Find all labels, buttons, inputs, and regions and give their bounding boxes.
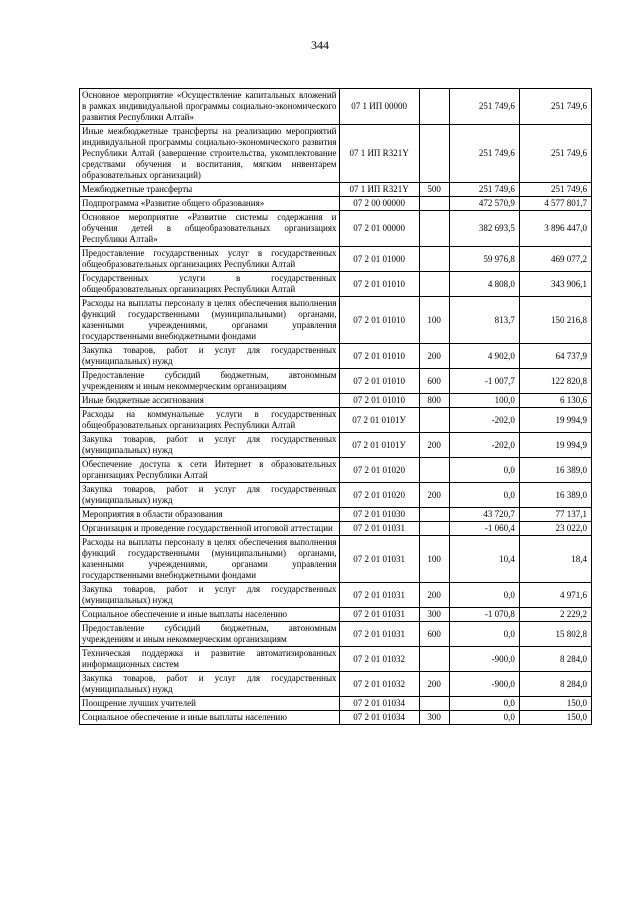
row-expense-type-cell: 800 <box>419 394 449 408</box>
row-code-cell: 07 2 01 01010 <box>339 369 419 394</box>
row-amount-2-cell: 2 229,2 <box>519 608 591 622</box>
row-code-cell: 07 2 01 01034 <box>339 711 419 725</box>
row-amount-1-cell: 0,0 <box>449 458 519 483</box>
table-row <box>80 522 592 536</box>
row-name-cell: Основное мероприятие «Осуществление капитальных вложений в рамках индивидуальной программы социально-экономического развития Республики Алтай» <box>80 89 340 125</box>
row-expense-type-cell <box>419 458 449 483</box>
row-expense-type-cell <box>419 89 449 125</box>
table-row <box>80 247 592 272</box>
row-amount-1-cell: 10,4 <box>449 536 519 583</box>
row-name-cell: Подпрограмма «Развитие общего образования» <box>80 197 340 211</box>
row-amount-2-cell: 251 749,6 <box>519 183 591 197</box>
row-expense-type-cell <box>419 197 449 211</box>
row-expense-type-cell: 500 <box>419 183 449 197</box>
row-name-cell: Расходы на выплаты персоналу в целях обеспечения выполнения функций государственными (муниципальными) органами, казенными учреждениями, органами управления государственными внебюджетными фондами <box>80 297 340 344</box>
row-amount-2-cell: 469 077,2 <box>519 247 591 272</box>
row-name-cell: Мероприятия в области образования <box>80 508 340 522</box>
row-name-cell: Закупка товаров, работ и услуг для государственных (муниципальных) нужд <box>80 672 340 697</box>
row-expense-type-cell <box>419 647 449 672</box>
table-row <box>80 583 592 608</box>
table-row <box>80 711 592 725</box>
row-name-cell: Предоставление субсидий бюджетным, автономным учреждениям и иным некоммерческим организациям <box>80 369 340 394</box>
row-code-cell: 07 2 01 01030 <box>339 508 419 522</box>
row-name-cell: Основное мероприятие «Развитие системы содержания и обучения детей в общеобразовательных организациях Республики Алтай» <box>80 211 340 247</box>
row-expense-type-cell: 100 <box>419 536 449 583</box>
row-code-cell: 07 2 01 00000 <box>339 211 419 247</box>
row-amount-2-cell: 19 994,9 <box>519 408 591 433</box>
table-row <box>80 608 592 622</box>
row-expense-type-cell <box>419 408 449 433</box>
row-amount-2-cell: 18,4 <box>519 536 591 583</box>
row-code-cell: 07 2 01 01034 <box>339 697 419 711</box>
row-amount-1-cell: 472 570,9 <box>449 197 519 211</box>
row-expense-type-cell: 200 <box>419 433 449 458</box>
row-expense-type-cell: 200 <box>419 344 449 369</box>
row-name-cell: Организация и проведение государственной итоговой аттестации <box>80 522 340 536</box>
table-row <box>80 394 592 408</box>
row-name-cell: Социальное обеспечение и иные выплаты населению <box>80 608 340 622</box>
row-code-cell: 07 1 ИП 00000 <box>339 89 419 125</box>
row-name-cell: Расходы на выплаты персоналу в целях обеспечения выполнения функций государственными (муниципальными) органами, казенными учреждениями, органами управления государственными внебюджетными фондами <box>80 536 340 583</box>
row-amount-1-cell: 0,0 <box>449 583 519 608</box>
row-code-cell: 07 1 ИП R321Y <box>339 125 419 183</box>
row-code-cell: 07 2 01 01031 <box>339 536 419 583</box>
row-amount-2-cell: 122 820,8 <box>519 369 591 394</box>
row-expense-type-cell <box>419 272 449 297</box>
table-row <box>80 458 592 483</box>
row-amount-1-cell: 0,0 <box>449 622 519 647</box>
row-amount-1-cell: 0,0 <box>449 697 519 711</box>
row-name-cell: Техническая поддержка и развитие автоматизированных информационных систем <box>80 647 340 672</box>
table-row <box>80 211 592 247</box>
row-amount-2-cell: 251 749,6 <box>519 125 591 183</box>
table-row <box>80 647 592 672</box>
row-amount-1-cell: 0,0 <box>449 711 519 725</box>
row-code-cell: 07 2 01 01010 <box>339 394 419 408</box>
row-amount-2-cell: 23 022,0 <box>519 522 591 536</box>
row-name-cell: Закупка товаров, работ и услуг для государственных (муниципальных) нужд <box>80 344 340 369</box>
row-amount-1-cell: 4 902,0 <box>449 344 519 369</box>
row-amount-1-cell: -1 060,4 <box>449 522 519 536</box>
table-row <box>80 183 592 197</box>
row-name-cell: Иные межбюджетные трансферты на реализацию мероприятий индивидуальной программы социально-экономического развития Республики Алтай (завершение строительства, укомплектование средствами обучения и воспитания, мягким инвентарем образовательных организаций) <box>80 125 340 183</box>
table-row <box>80 433 592 458</box>
row-name-cell: Межбюджетные трансферты <box>80 183 340 197</box>
row-code-cell: 07 2 01 01031 <box>339 608 419 622</box>
page-number: 344 <box>311 38 329 52</box>
row-code-cell: 07 2 01 01010 <box>339 297 419 344</box>
row-amount-2-cell: 3 896 447,0 <box>519 211 591 247</box>
row-name-cell: Закупка товаров, работ и услуг для государственных (муниципальных) нужд <box>80 433 340 458</box>
row-code-cell: 07 2 00 00000 <box>339 197 419 211</box>
row-expense-type-cell <box>419 211 449 247</box>
row-amount-1-cell: 251 749,6 <box>449 125 519 183</box>
row-amount-1-cell: 251 749,6 <box>449 183 519 197</box>
row-amount-2-cell: 8 284,0 <box>519 647 591 672</box>
row-name-cell: Расходы на коммунальные услуги в государственных общеобразовательных организациях Республики Алтай <box>80 408 340 433</box>
row-amount-2-cell: 251 749,6 <box>519 89 591 125</box>
row-amount-1-cell: -1 070,8 <box>449 608 519 622</box>
table-body <box>80 89 592 725</box>
table-row <box>80 344 592 369</box>
row-amount-2-cell: 4 577 801,7 <box>519 197 591 211</box>
row-amount-2-cell: 150,0 <box>519 697 591 711</box>
row-code-cell: 07 2 01 01031 <box>339 522 419 536</box>
table-row <box>80 125 592 183</box>
table-row <box>80 672 592 697</box>
row-amount-2-cell: 64 737,9 <box>519 344 591 369</box>
row-name-cell: Социальное обеспечение и иные выплаты населению <box>80 711 340 725</box>
row-code-cell: 07 2 01 01032 <box>339 672 419 697</box>
row-name-cell: Иные бюджетные ассигнования <box>80 394 340 408</box>
row-code-cell: 07 2 01 01032 <box>339 647 419 672</box>
row-amount-1-cell: 382 693,5 <box>449 211 519 247</box>
table-row <box>80 697 592 711</box>
row-expense-type-cell: 200 <box>419 672 449 697</box>
row-code-cell: 07 2 01 01010 <box>339 272 419 297</box>
table-row <box>80 369 592 394</box>
budget-table <box>79 88 592 725</box>
row-amount-2-cell: 16 389,0 <box>519 483 591 508</box>
row-expense-type-cell <box>419 508 449 522</box>
row-amount-2-cell: 343 906,1 <box>519 272 591 297</box>
table-row <box>80 508 592 522</box>
row-name-cell: Закупка товаров, работ и услуг для государственных (муниципальных) нужд <box>80 583 340 608</box>
table-row <box>80 622 592 647</box>
row-expense-type-cell: 600 <box>419 622 449 647</box>
row-amount-1-cell: 251 749,6 <box>449 89 519 125</box>
row-expense-type-cell <box>419 125 449 183</box>
row-amount-2-cell: 15 802,8 <box>519 622 591 647</box>
row-amount-1-cell: 43 720,7 <box>449 508 519 522</box>
row-name-cell: Предоставление субсидий бюджетным, автономным учреждениям и иным некоммерческим организациям <box>80 622 340 647</box>
row-amount-2-cell: 4 971,6 <box>519 583 591 608</box>
row-amount-2-cell: 6 130,6 <box>519 394 591 408</box>
row-expense-type-cell <box>419 247 449 272</box>
row-amount-1-cell: -202,0 <box>449 408 519 433</box>
row-amount-1-cell: -1 007,7 <box>449 369 519 394</box>
row-amount-1-cell: 100,0 <box>449 394 519 408</box>
row-expense-type-cell <box>419 522 449 536</box>
row-name-cell: Предоставление государственных услуг в государственных общеобразовательных организациях Республики Алтай <box>80 247 340 272</box>
row-amount-2-cell: 77 137,1 <box>519 508 591 522</box>
table-row <box>80 408 592 433</box>
row-amount-1-cell: 59 976,8 <box>449 247 519 272</box>
row-code-cell: 07 1 ИП R321Y <box>339 183 419 197</box>
row-amount-1-cell: 4 808,0 <box>449 272 519 297</box>
row-code-cell: 07 2 01 01031 <box>339 583 419 608</box>
row-expense-type-cell: 100 <box>419 297 449 344</box>
row-amount-1-cell: -202,0 <box>449 433 519 458</box>
row-name-cell: Обеспечение доступа к сети Интернет в образовательных организациях Республики Алтай <box>80 458 340 483</box>
table-row <box>80 197 592 211</box>
row-amount-1-cell: -900,0 <box>449 672 519 697</box>
row-code-cell: 07 2 01 01020 <box>339 483 419 508</box>
row-amount-2-cell: 19 994,9 <box>519 433 591 458</box>
row-amount-2-cell: 16 389,0 <box>519 458 591 483</box>
row-amount-2-cell: 8 284,0 <box>519 672 591 697</box>
table-row <box>80 297 592 344</box>
row-code-cell: 07 2 01 0101У <box>339 408 419 433</box>
row-expense-type-cell: 600 <box>419 369 449 394</box>
row-amount-2-cell: 150,0 <box>519 711 591 725</box>
table-row <box>80 483 592 508</box>
row-name-cell: Поощрение лучших учителей <box>80 697 340 711</box>
row-amount-1-cell: 0,0 <box>449 483 519 508</box>
row-code-cell: 07 2 01 01031 <box>339 622 419 647</box>
table-row <box>80 272 592 297</box>
row-amount-1-cell: -900,0 <box>449 647 519 672</box>
row-code-cell: 07 2 01 01000 <box>339 247 419 272</box>
row-amount-2-cell: 150 216,8 <box>519 297 591 344</box>
row-expense-type-cell <box>419 697 449 711</box>
row-expense-type-cell: 300 <box>419 608 449 622</box>
row-code-cell: 07 2 01 01010 <box>339 344 419 369</box>
row-name-cell: Закупка товаров, работ и услуг для государственных (муниципальных) нужд <box>80 483 340 508</box>
row-amount-1-cell: 813,7 <box>449 297 519 344</box>
row-code-cell: 07 2 01 01020 <box>339 458 419 483</box>
table-row <box>80 89 592 125</box>
table-row <box>80 536 592 583</box>
row-expense-type-cell: 200 <box>419 583 449 608</box>
row-name-cell: Государственных услуги в государственных общеобразовательных организациях Республики Алтай <box>80 272 340 297</box>
row-expense-type-cell: 300 <box>419 711 449 725</box>
row-expense-type-cell: 200 <box>419 483 449 508</box>
row-code-cell: 07 2 01 0101У <box>339 433 419 458</box>
